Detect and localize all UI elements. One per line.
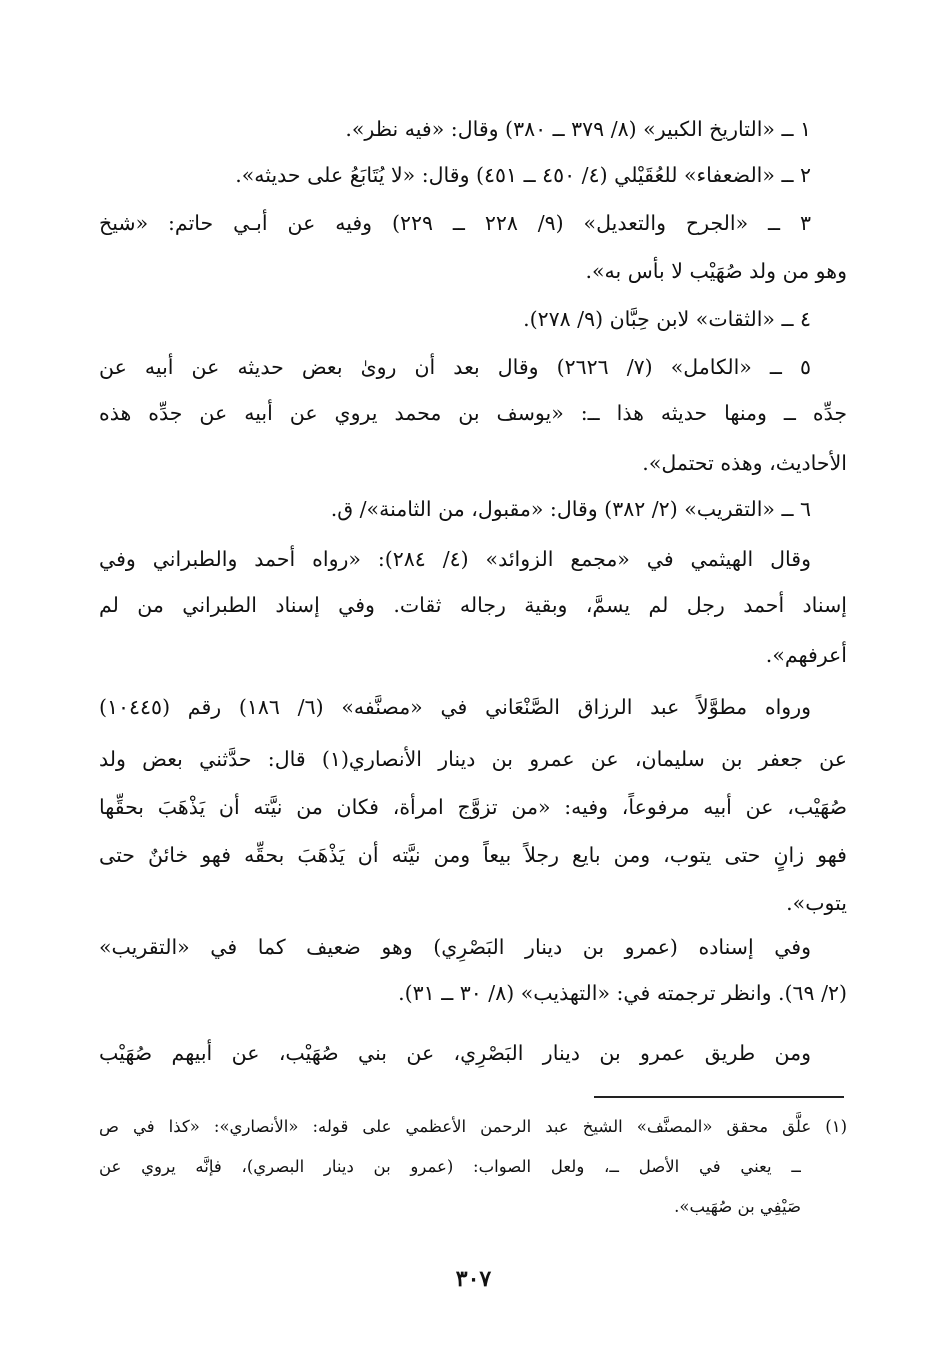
footnote-line-2: ــ يعني في الأصل ــ، ولعل الصواب: (عمرو بن دينار البصري)، فإنَّه يروي عن xyxy=(99,1157,801,1176)
text-line-15: صُهَيْب، عن أبيه مرفوعاً، وفيه: «من تزوَّج امرأة، فكان من نيَّته أن يَذْهَبَ بحقِّها xyxy=(99,795,847,819)
text-line-18: وفي إسناده (عمرو بن دينار البَصْرِي) وهو ضعيف كما في «التقريب» xyxy=(99,935,811,959)
text-line-12: أعرفهم». xyxy=(765,643,847,667)
text-line-7: جدِّه ــ ومنها حديثه هذا ــ: «يوسف بن محمد يروي عن أبيه عن جدِّه هذه xyxy=(99,401,847,425)
text-line-10: وقال الهيثمي في «مجمع الزوائد» (٤/ ٢٨٤): «رواه أحمد والطبراني وفي xyxy=(99,547,811,571)
text-line-11: إسناد أحمد رجل لم يسمَّ، وبقية رجاله ثقات. وفي إسناد الطبراني من لم xyxy=(99,593,847,617)
text-line-4: وهو من ولد صُهَيْب لا بأس به». xyxy=(585,259,847,283)
text-line-8: الأحاديث، وهذه تحتمل». xyxy=(642,451,847,475)
text-line-3: ٣ ــ «الجرح والتعديل» (٩/ ٢٢٨ ــ ٢٢٩) وفيه عن أبـي حاتم: «شيخ xyxy=(99,211,811,235)
text-line-5: ٤ ــ «الثقات» لابن حِبَّان (٩/ ٢٧٨). xyxy=(523,307,811,331)
text-line-20: ومن طريق عمرو بن دينار البَصْرِي، عن بني صُهَيْب، عن أبيهم صُهَيْب xyxy=(99,1041,811,1065)
text-line-17: يتوب». xyxy=(786,891,847,915)
text-line-14: عن جعفر بن سليمان، عن عمرو بن دينار الأنصاري(١) قال: حدَّثني بعض ولد xyxy=(99,747,847,771)
text-line-1: ١ ــ «التاريخ الكبير» (٨/ ٣٧٩ ــ ٣٨٠) وقال: «فيه نظر». xyxy=(345,117,811,141)
text-line-2: ٢ ــ «الضعفاء» للعُقَيْلي (٤/ ٤٥٠ ــ ٤٥١) وقال: «لا يُتَابَعُ على حديثه». xyxy=(235,163,811,187)
footnote-line-3: صَيْفِي بن صُهَيب». xyxy=(674,1197,801,1216)
footnote-line-1: (١) علَّق محقق «المصنَّف» الشيخ عبد الرحمن الأعظمي على قوله: «الأنصاري»: «كذا في ص xyxy=(99,1117,847,1136)
footnote-separator xyxy=(594,1096,844,1098)
text-line-13: ورواه مطوَّلاً عبد الرزاق الصَّنْعَاني في «مصنَّفه» (٦/ ١٨٦) رقم (١٠٤٤٥) xyxy=(99,695,811,719)
text-line-16: فهو زانٍ حتى يتوب، ومن بايع رجلاً بيعاً ومن نيَّته أن يَذْهَبَ بحقِّه فهو خائنٌ حتى xyxy=(99,843,847,867)
text-line-6: ٥ ــ «الكامل» (٧/ ٢٦٢٦) وقال بعد أن روىٰ بعض حديثه عن أبيه عن xyxy=(99,355,811,379)
page-number: ٣٠٧ xyxy=(455,1266,492,1292)
text-line-9: ٦ ــ «التقريب» (٢/ ٣٨٢) وقال: «مقبول، من الثامنة»/ ق. xyxy=(330,497,811,521)
text-line-19: (٢/ ٦٩). وانظر ترجمته في: «التهذيب» (٨/ ٣٠ ــ ٣١). xyxy=(398,981,847,1005)
